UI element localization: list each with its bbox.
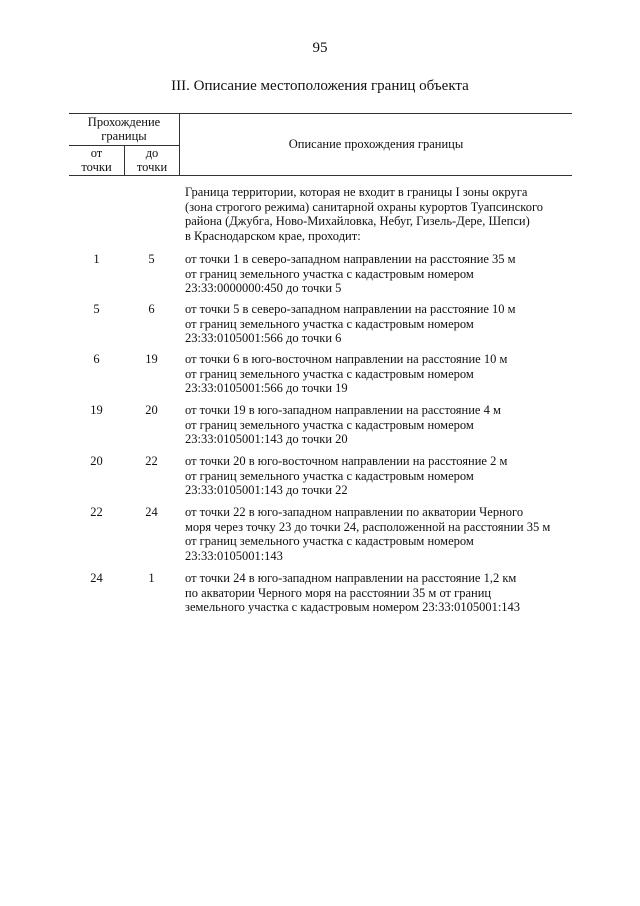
row-from: 6 — [93, 352, 100, 366]
row-to: 5 — [148, 252, 155, 266]
row-line: от границ земельного участка с кадастровым номером — [185, 366, 474, 381]
row-line: от точки 24 в юго-западном направлении на расстояние 1,2 км — [185, 571, 517, 585]
row-from: 24 — [90, 571, 103, 585]
header-description: Описание прохождения границы — [288, 137, 464, 151]
header-from — [69, 146, 125, 175]
row-description — [185, 454, 589, 498]
row-line: от точки 1 в северо-западном направлении на расстояние 35 м — [185, 252, 516, 266]
header-passage-line: Прохождение — [87, 115, 161, 129]
row-line: от границ земельного участка с кадастровым номером — [185, 316, 474, 331]
header-passage — [69, 115, 179, 146]
header-to-line: точки — [136, 160, 168, 174]
intro-text — [185, 185, 585, 243]
row-line: по акватории Черного моря на расстоянии 35 м от границ — [185, 585, 492, 600]
intro-line: Граница территории, которая не входит в границы I зоны округа — [185, 185, 528, 199]
header-passage-group — [69, 114, 180, 175]
row-from: 19 — [90, 403, 103, 417]
row-description — [185, 352, 589, 396]
header-to — [125, 146, 179, 175]
row-from: 22 — [90, 505, 103, 519]
row-from: 20 — [90, 454, 103, 468]
header-from-line: точки — [81, 160, 112, 174]
row-line: 23:33:0000000:450 до точки 5 — [185, 281, 342, 296]
row-line: от точки 19 в юго-западном направлении на расстояние 4 м — [185, 403, 501, 417]
table-header — [69, 113, 572, 176]
row-from: 5 — [93, 302, 100, 316]
row-line: от границ земельного участка с кадастровым номером — [185, 534, 474, 549]
row-from: 1 — [93, 252, 100, 266]
row-to: 6 — [148, 302, 155, 316]
row-description — [185, 302, 589, 346]
row-line: от границ земельного участка с кадастровым номером — [185, 468, 474, 483]
page-number: 95 — [312, 40, 328, 56]
row-line: моря через точку 23 до точки 24, расположенной на расстоянии 35 м — [185, 519, 551, 534]
row-line: 23:33:0105001:143 — [185, 548, 283, 563]
row-line: от границ земельного участка с кадастровым номером — [185, 417, 474, 432]
row-to: 22 — [145, 454, 158, 468]
intro-line: в Краснодарском крае, проходит: — [185, 228, 361, 243]
row-line: от точки 6 в юго-восточном направлении на расстояние 10 м — [185, 352, 508, 366]
row-to: 19 — [145, 352, 158, 366]
row-line: земельного участка с кадастровым номером 23:33:0105001:143 — [185, 600, 521, 615]
row-line: 23:33:0105001:566 до точки 19 — [185, 381, 348, 396]
row-description — [185, 505, 589, 563]
header-passage-line: границы — [101, 129, 147, 143]
row-line: от точки 20 в юго-восточном направлении на расстояние 2 м — [185, 454, 508, 468]
row-description — [185, 252, 589, 296]
header-from-line: от — [90, 146, 103, 160]
row-line: 23:33:0105001:143 до точки 20 — [185, 432, 348, 447]
header-to-line: до — [145, 146, 159, 160]
section-title: III. Описание местоположения границ объекта — [171, 78, 469, 94]
row-description — [185, 571, 589, 615]
row-to: 1 — [148, 571, 155, 585]
row-line: 23:33:0105001:143 до точки 22 — [185, 483, 348, 498]
row-to: 20 — [145, 403, 158, 417]
row-description — [185, 403, 589, 447]
intro-line: (зона строгого режима) санитарной охраны курортов Туапсинского — [185, 199, 544, 214]
row-line: от точки 22 в юго-западном направлении по акватории Черного — [185, 505, 524, 519]
intro-line: района (Джубга, Ново-Михайловка, Небуг, Гизель-Дере, Шепси) — [185, 214, 530, 229]
row-line: от границ земельного участка с кадастровым номером — [185, 266, 474, 281]
row-line: от точки 5 в северо-западном направлении на расстояние 10 м — [185, 302, 516, 316]
row-to: 24 — [145, 505, 158, 519]
row-line: 23:33:0105001:566 до точки 6 — [185, 331, 342, 346]
